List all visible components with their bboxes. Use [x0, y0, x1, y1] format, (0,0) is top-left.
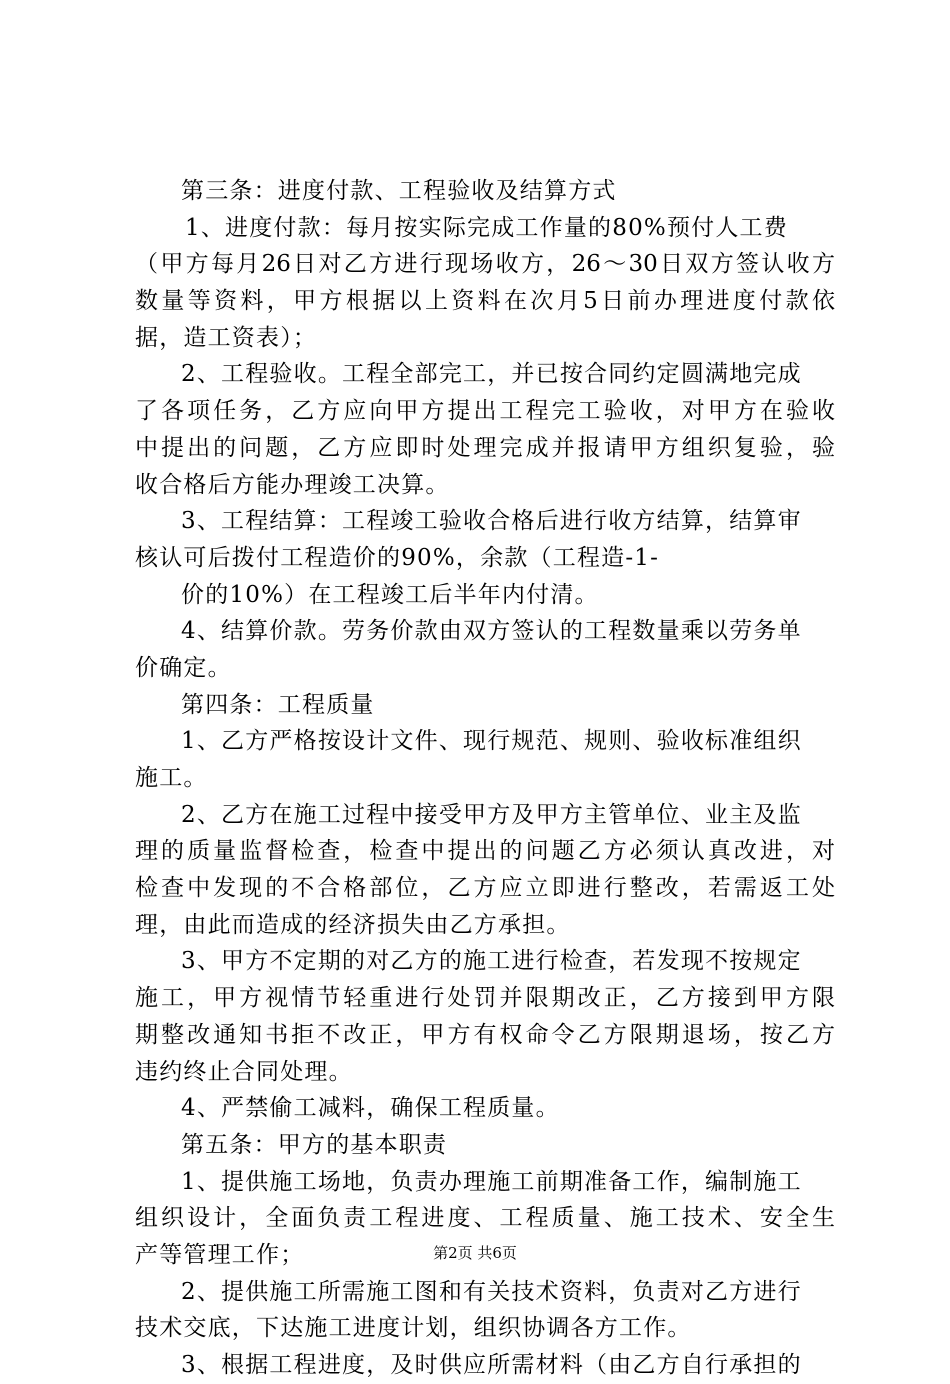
text-line: 技术交底，下达施工进度计划，组织协调各方工作。: [135, 1315, 692, 1342]
text-line: 2、工程验收。工程全部完工，并已按合同约定圆满地完成: [181, 361, 802, 388]
text-line: 1、乙方严格按设计文件、现行规范、规则、验收标准组织: [181, 728, 802, 755]
text-line: 2、乙方在施工过程中接受甲方及甲方主管单位、业主及监: [181, 801, 802, 828]
text-line: 产等管理工作；: [135, 1241, 305, 1268]
text-line: 理，由此而造成的经济损失由乙方承担。: [135, 911, 571, 938]
text-line: 4、严禁偷工减料，确保工程质量。: [181, 1095, 560, 1122]
text-line: 核认可后拨付工程造价的90%，余款（工程造-1-: [135, 544, 660, 571]
text-line: 期整改通知书拒不改正，甲方有权命令乙方限期退场，按乙方: [135, 1021, 835, 1048]
text-line: 价的10%）在工程竣工后半年内付清。: [181, 581, 599, 608]
text-line: 1、进度付款：每月按实际完成工作量的80%预付人工费: [185, 214, 788, 241]
text-line: 检查中发现的不合格部位，乙方应立即进行整改，若需返工处: [135, 875, 835, 902]
text-line: 1、提供施工场地，负责办理施工前期准备工作，编制施工: [181, 1168, 802, 1195]
text-line: 第五条：甲方的基本职责: [181, 1131, 448, 1158]
text-line: 理的质量监督检查，检查中提出的问题乙方必须认真改进，对: [135, 838, 835, 865]
text-line: 据，造工资表）；: [135, 324, 318, 351]
text-line: 3、工程结算：工程竣工验收合格后进行收方结算，结算审: [181, 508, 802, 535]
text-line: 2、提供施工所需施工图和有关技术资料，负责对乙方进行: [181, 1278, 802, 1305]
text-line: 第三条：进度付款、工程验收及结算方式: [181, 178, 617, 204]
page-footer: 第2页 共6页: [433, 1244, 517, 1262]
text-line: 收合格后方能办理竣工决算。: [135, 471, 450, 498]
document-body: [135, 173, 835, 1384]
text-line: 4、结算价款。劳务价款由双方签认的工程数量乘以劳务单: [181, 618, 802, 645]
text-line: 3、甲方不定期的对乙方的施工进行检查，若发现不按规定: [181, 948, 802, 975]
text-line: 施工。: [135, 765, 208, 791]
text-line: 组织设计，全面负责工程进度、工程质量、施工技术、安全生: [135, 1205, 835, 1232]
text-line: 第四条：工程质量: [181, 691, 375, 718]
text-line: 中提出的问题，乙方应即时处理完成并报请甲方组织复验，验: [135, 434, 835, 461]
text-line: 了各项任务，乙方应向甲方提出工程完工验收，对甲方在验收: [135, 398, 835, 425]
text-line: （甲方每月26日对乙方进行现场收方，26～30日双方签认收方: [135, 251, 835, 278]
text-line: 数量等资料，甲方根据以上资料在次月5日前办理进度付款依: [135, 288, 835, 315]
text-line: 3、根据工程进度，及时供应所需材料（由乙方自行承担的: [181, 1352, 802, 1378]
text-line: 施工，甲方视情节轻重进行处罚并限期改正，乙方接到甲方限: [135, 985, 835, 1012]
text-line: 价确定。: [135, 654, 232, 681]
text-line: 违约终止合同处理。: [135, 1058, 353, 1085]
